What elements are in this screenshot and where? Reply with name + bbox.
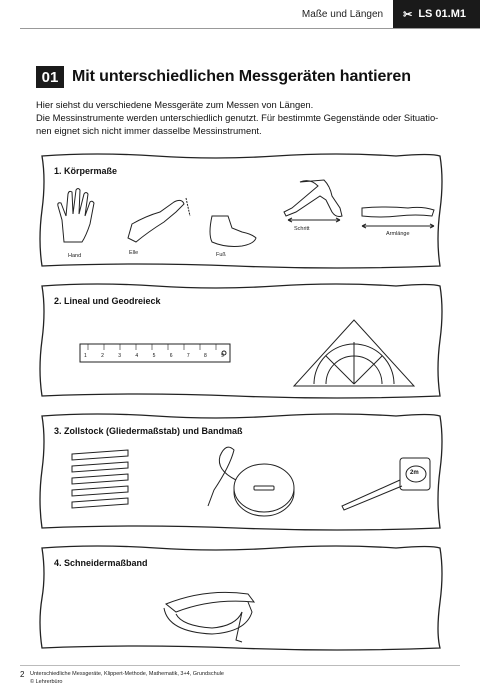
legs-icon xyxy=(284,180,342,222)
section-name: Maße und Längen xyxy=(301,8,384,20)
arm-icon xyxy=(128,198,190,242)
ruler-number: 2 xyxy=(101,353,104,359)
lesson-badge xyxy=(393,0,480,28)
panel-heading: 2. Lineal und Geodreieck xyxy=(54,296,161,306)
ruler-number: 5 xyxy=(152,353,156,359)
panel-body-measures xyxy=(36,150,446,272)
panel-ruler-triangle xyxy=(36,280,446,402)
tape-measure-round-icon xyxy=(208,447,294,516)
tailor-tape-icon xyxy=(164,592,254,642)
hand-icon xyxy=(58,189,94,243)
tailor-tape-illustration xyxy=(36,542,446,654)
lesson-code: LS 01.M1 xyxy=(418,8,466,20)
scissors-icon: ✂ xyxy=(403,8,413,21)
ruler-illustrations xyxy=(36,280,446,402)
set-square-icon xyxy=(294,320,414,386)
label-hand: Hand xyxy=(68,253,82,259)
footer-line1: Unterschiedliche Messgeräte, Klippert-Methode, Mathematik, 3+4, Grundschule xyxy=(30,671,224,677)
tape-label: 2m xyxy=(410,470,419,476)
panel-tailor-tape xyxy=(36,542,446,654)
task-title: Mit unterschiedlichen Messgeräten hantieren xyxy=(72,68,411,85)
label-armlaenge: Armlänge xyxy=(386,231,410,237)
ruler-number: 6 xyxy=(169,353,173,359)
ruler-number: 3 xyxy=(118,353,122,359)
label-fuss: Fuß xyxy=(216,252,226,258)
body-measure-illustrations xyxy=(36,150,446,272)
ruler-number: 4 xyxy=(135,353,139,359)
footer-line2: © Lehrerbüro xyxy=(30,679,63,685)
label-schritt: Schritt xyxy=(294,226,310,232)
tape-illustrations xyxy=(36,410,446,534)
folding-ruler-icon xyxy=(72,450,128,508)
footer xyxy=(30,670,224,686)
panel-heading: 3. Zollstock (Gliedermaßstab) und Bandmaß xyxy=(54,426,243,436)
task-title-row xyxy=(36,66,411,88)
intro-line: nen eignet sich nicht immer dasselbe Messinstrument. xyxy=(36,125,262,136)
page-number: 2 xyxy=(20,670,25,679)
ruler-numbers xyxy=(84,353,224,359)
panel-folding-ruler-tape xyxy=(36,410,446,534)
tape-measure-box-icon xyxy=(342,458,430,510)
page-header xyxy=(302,0,480,28)
intro-line: Die Messinstrumente werden unterschiedlich genutzt. Für bestimmte Gegenstände oder Situatio- xyxy=(36,112,439,123)
label-elle: Elle xyxy=(129,250,139,256)
outstretched-arm-icon xyxy=(362,207,434,228)
intro-line: Hier siehst du verschiedene Messgeräte zum Messen von Längen. xyxy=(36,99,314,110)
ruler-number: 9 xyxy=(221,353,224,359)
header-rule xyxy=(20,28,480,29)
footer-rule xyxy=(20,665,460,666)
ruler-number: 7 xyxy=(186,353,190,359)
ruler-number: 8 xyxy=(203,353,207,359)
ruler-number: 1 xyxy=(84,353,87,359)
panel-heading: 1. Körpermaße xyxy=(54,166,118,176)
intro-text xyxy=(36,98,466,137)
task-number: 01 xyxy=(36,66,64,88)
foot-icon xyxy=(210,216,256,247)
panel-heading: 4. Schneidermaßband xyxy=(54,558,148,568)
